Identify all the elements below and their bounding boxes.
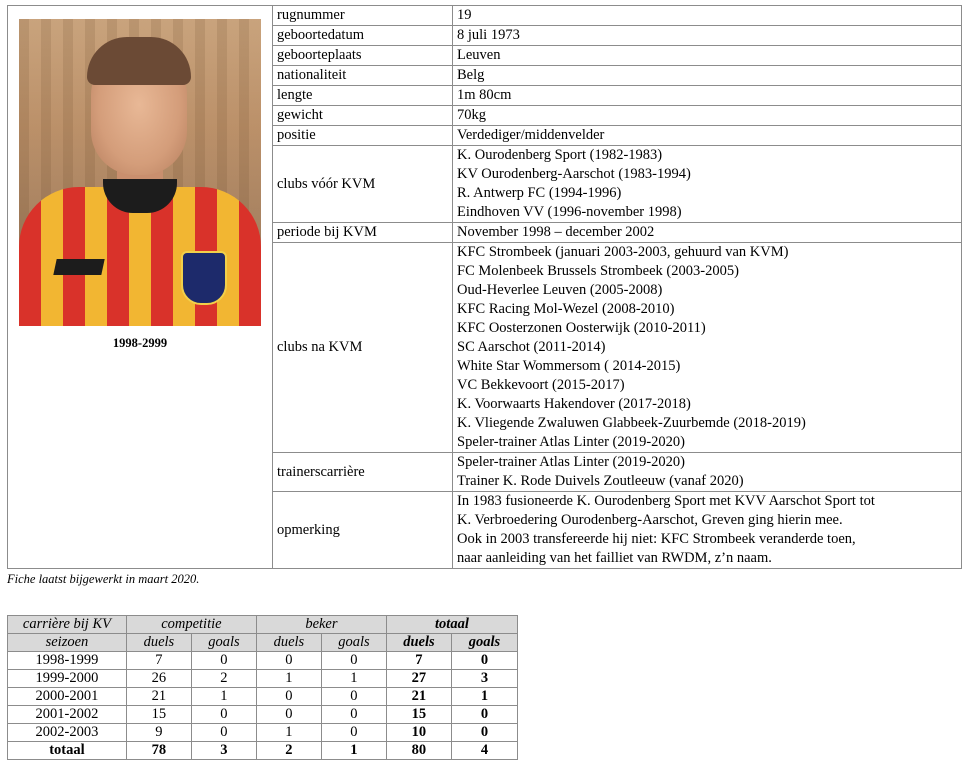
- career-group-header: totaal: [386, 616, 517, 634]
- field-value-line: KV Ourodenberg-Aarschot (1983-1994): [457, 166, 691, 182]
- field-label: periode bij KVM: [273, 223, 453, 243]
- career-cell: 1: [256, 724, 321, 742]
- field-label: trainerscarrière: [273, 453, 453, 492]
- career-column-header: goals: [191, 634, 256, 652]
- field-value: [453, 106, 962, 126]
- field-value: [453, 6, 962, 26]
- field-value-line: 8 juli 1973: [457, 27, 520, 43]
- career-total-cell: 3: [191, 742, 256, 760]
- career-stats-table: [7, 615, 518, 760]
- career-cell: 1: [191, 688, 256, 706]
- career-cell: 2000-2001: [8, 688, 127, 706]
- field-value-line: 19: [457, 7, 472, 23]
- career-cell: 3: [451, 670, 517, 688]
- career-total-cell: 4: [451, 742, 517, 760]
- career-group-header: carrière bij KV: [8, 616, 127, 634]
- career-season-row: [8, 670, 518, 688]
- field-label: lengte: [273, 86, 453, 106]
- field-value: [453, 86, 962, 106]
- player-photo: [19, 19, 261, 326]
- field-value-line: Speler-trainer Atlas Linter (2019-2020): [457, 454, 686, 470]
- field-value-line: R. Antwerp FC (1994-1996): [457, 185, 622, 201]
- career-total-cell: 2: [256, 742, 321, 760]
- career-header-row-1: [8, 616, 518, 634]
- field-value-line: 70kg: [457, 107, 486, 123]
- career-season-row: [8, 652, 518, 670]
- field-value: [453, 453, 962, 492]
- career-column-header: goals: [451, 634, 517, 652]
- career-cell: 21: [126, 688, 191, 706]
- field-value-line: November 1998 – december 2002: [457, 224, 655, 240]
- career-cell: 0: [191, 724, 256, 742]
- career-cell: 7: [126, 652, 191, 670]
- career-column-header: duels: [256, 634, 321, 652]
- field-label: positie: [273, 126, 453, 146]
- career-cell: 1999-2000: [8, 670, 127, 688]
- field-value-line: Eindhoven VV (1996-november 1998): [457, 204, 682, 220]
- career-cell: 2001-2002: [8, 706, 127, 724]
- photo-cell: [8, 6, 273, 569]
- career-cell: 15: [386, 706, 451, 724]
- career-cell: 0: [321, 652, 386, 670]
- field-value-line: K. Verbroedering Ourodenberg-Aarschot, Greven ging hierin mee.: [457, 512, 843, 528]
- career-cell: 2: [191, 670, 256, 688]
- photo-caption: 1998-2999: [112, 336, 168, 350]
- field-value: [453, 126, 962, 146]
- field-value: [453, 66, 962, 86]
- career-cell: 0: [256, 706, 321, 724]
- career-total-cell: 78: [126, 742, 191, 760]
- field-value-line: KFC Racing Mol-Wezel (2008-2010): [457, 301, 675, 317]
- career-cell: 0: [191, 652, 256, 670]
- field-value-line: KFC Strombeek (januari 2003-2003, gehuurd van KVM): [457, 244, 789, 260]
- profile-row: [8, 6, 962, 26]
- career-group-header: competitie: [126, 616, 256, 634]
- field-value-line: naar aanleiding van het failliet van RWDM, z’n naam.: [457, 550, 772, 566]
- career-total-row: [8, 742, 518, 760]
- field-value-line: White Star Wommersom ( 2014-2015): [457, 358, 681, 374]
- career-header-row-2: [8, 634, 518, 652]
- field-value-line: Speler-trainer Atlas Linter (2019-2020): [457, 434, 686, 450]
- field-label: clubs vóór KVM: [273, 146, 453, 223]
- career-column-header: goals: [321, 634, 386, 652]
- field-value: [453, 26, 962, 46]
- career-cell: 0: [451, 724, 517, 742]
- career-total-cell: 80: [386, 742, 451, 760]
- last-updated-note: Fiche laatst bijgewerkt in maart 2020.: [7, 572, 200, 586]
- field-value-line: Oud-Heverlee Leuven (2005-2008): [457, 282, 663, 298]
- career-cell: 0: [451, 706, 517, 724]
- career-cell: 15: [126, 706, 191, 724]
- field-value-line: VC Bekkevoort (2015-2017): [457, 377, 625, 393]
- career-cell: 0: [321, 724, 386, 742]
- career-season-row: [8, 724, 518, 742]
- career-cell: 1998-1999: [8, 652, 127, 670]
- career-cell: 0: [451, 652, 517, 670]
- career-total-cell: totaal: [8, 742, 127, 760]
- field-label: geboortedatum: [273, 26, 453, 46]
- field-value-line: Belg: [457, 67, 485, 83]
- field-value: [453, 492, 962, 569]
- field-value-line: Verdediger/middenvelder: [457, 127, 605, 143]
- career-cell: 10: [386, 724, 451, 742]
- field-label: gewicht: [273, 106, 453, 126]
- field-value-line: 1m 80cm: [457, 87, 512, 103]
- career-cell: 27: [386, 670, 451, 688]
- field-label: opmerking: [273, 492, 453, 569]
- career-season-row: [8, 688, 518, 706]
- player-profile-table: [7, 5, 962, 569]
- career-cell: 0: [256, 688, 321, 706]
- career-cell: 26: [126, 670, 191, 688]
- field-value-line: Ook in 2003 transfereerde hij niet: KFC Strombeek veranderde toen,: [457, 531, 856, 547]
- career-season-row: [8, 706, 518, 724]
- career-cell: 1: [321, 670, 386, 688]
- career-cell: 0: [321, 706, 386, 724]
- field-label: rugnummer: [273, 6, 453, 26]
- field-value-line: K. Ourodenberg Sport (1982-1983): [457, 147, 663, 163]
- career-group-header: beker: [256, 616, 386, 634]
- career-column-header: seizoen: [8, 634, 127, 652]
- career-cell: 1: [451, 688, 517, 706]
- field-value-line: In 1983 fusioneerde K. Ourodenberg Sport met KVV Aarschot Sport tot: [457, 493, 875, 509]
- career-cell: 7: [386, 652, 451, 670]
- field-value-line: KFC Oosterzonen Oosterwijk (2010-2011): [457, 320, 706, 336]
- field-value: [453, 243, 962, 453]
- career-cell: 0: [256, 652, 321, 670]
- field-value-line: SC Aarschot (2011-2014): [457, 339, 606, 355]
- career-cell: 0: [321, 688, 386, 706]
- field-value-line: K. Vliegende Zwaluwen Glabbeek-Zuurbemde (2018-2019): [457, 415, 806, 431]
- field-label: geboorteplaats: [273, 46, 453, 66]
- field-value: [453, 223, 962, 243]
- career-total-cell: 1: [321, 742, 386, 760]
- career-cell: 1: [256, 670, 321, 688]
- field-value-line: K. Voorwaarts Hakendover (2017-2018): [457, 396, 691, 412]
- field-value-line: Trainer K. Rode Duivels Zoutleeuw (vanaf 2020): [457, 473, 744, 489]
- field-value-line: Leuven: [457, 47, 501, 63]
- field-value-line: FC Molenbeek Brussels Strombeek (2003-2005): [457, 263, 739, 279]
- field-label: clubs na KVM: [273, 243, 453, 453]
- field-value: [453, 46, 962, 66]
- field-value: [453, 146, 962, 223]
- career-column-header: duels: [386, 634, 451, 652]
- field-label: nationaliteit: [273, 66, 453, 86]
- career-cell: 9: [126, 724, 191, 742]
- career-column-header: duels: [126, 634, 191, 652]
- career-cell: 2002-2003: [8, 724, 127, 742]
- career-cell: 0: [191, 706, 256, 724]
- career-cell: 21: [386, 688, 451, 706]
